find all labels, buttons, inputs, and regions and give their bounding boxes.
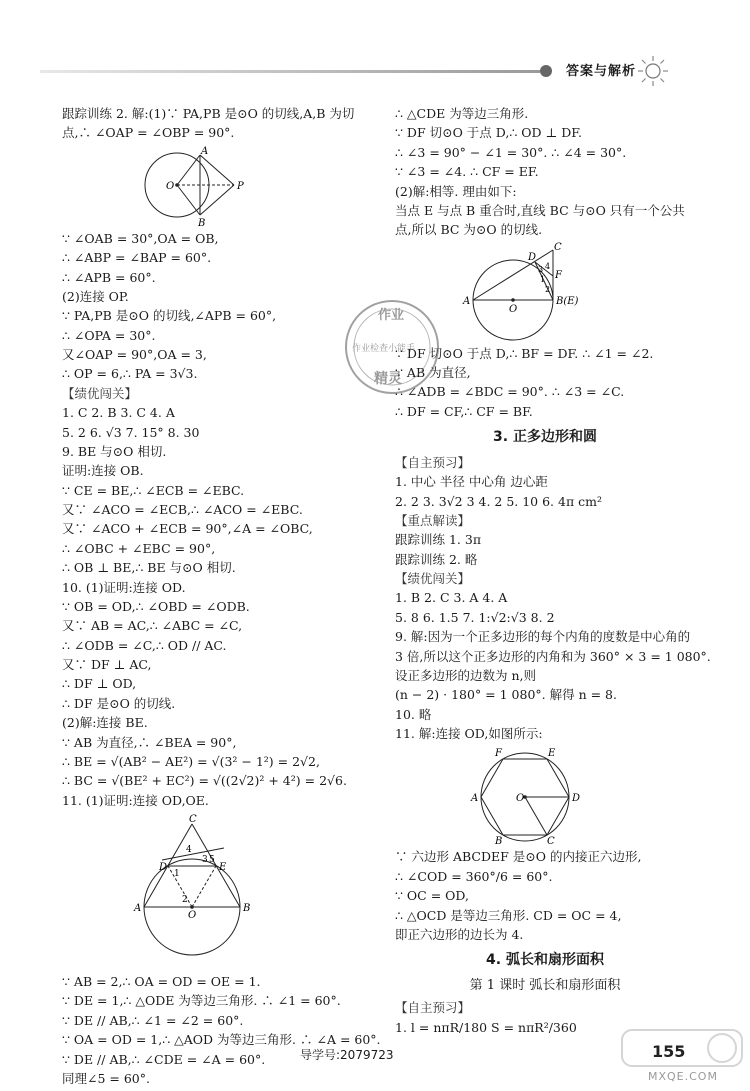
- text-line: 证明:连接 OB.: [62, 463, 144, 479]
- text-line: 又∵ AB = AC,∴ ∠ABC = ∠C,: [62, 618, 243, 634]
- section-title: 3. 正多边形和圆: [493, 429, 597, 446]
- text-line: ∴ BE = √(AB² − AE²) = √(3² − 1²) = 2√2,: [62, 753, 320, 769]
- fig-label: A: [134, 903, 142, 914]
- fig-label: B: [495, 836, 503, 846]
- text-line: 点,∴ ∠OAP = ∠OBP = 90°.: [62, 125, 235, 141]
- fig-label: O: [166, 180, 175, 192]
- text-line: ∴ ∠OBC + ∠EBC = 90°,: [62, 540, 216, 556]
- text-line: ∴ ∠ODB = ∠C,∴ OD // AC.: [62, 637, 227, 653]
- section-tag: 【绩优闯关】: [62, 385, 138, 401]
- text-line: 当点 E 与点 B 重合时,直线 BC 与⊙O 只有一个公共: [395, 202, 685, 218]
- fig-label: O: [188, 910, 197, 921]
- figure-triangle-circle: [62, 812, 382, 970]
- text-line: 11. 解:连接 OD,如图所示:: [395, 726, 543, 742]
- text-line: ∵ 六边形 ABCDEF 是⊙O 的内接正六边形,: [395, 849, 642, 865]
- fig-label: D: [159, 862, 168, 873]
- right-column: [395, 104, 711, 1037]
- text-line: ∴ BC = √(BE² + EC²) = √((2√2)² + 4²) = 2√6.: [62, 773, 347, 789]
- text-line: 即正六边形的边长为 4.: [395, 926, 524, 942]
- fig-label: 5: [209, 855, 215, 865]
- section-tag: 【自主预习】: [395, 1000, 471, 1016]
- text-line: 又∵ ∠ACO + ∠ECB = 90°,∠A = ∠OBC,: [62, 521, 313, 537]
- text-line: 又∠OAP = 90°,OA = 3,: [62, 347, 207, 362]
- text-line: ∴ ∠ADB = ∠BDC = 90°. ∴ ∠3 = ∠C.: [395, 384, 625, 400]
- fig-label: E: [219, 862, 227, 873]
- fig-label: 3: [538, 264, 544, 274]
- fig-label: 3: [202, 855, 208, 865]
- text-line: ∵ DF 切⊙O 于点 D,∴ OD ⊥ DF.: [395, 125, 582, 141]
- lesson-title: 第 1 课时 弧长和扇形面积: [469, 978, 621, 993]
- answer-line: 1. B 2. C 3. A 4. A: [395, 590, 508, 606]
- figure-tangent-lines: [62, 145, 382, 227]
- text-line: ∵ CE = BE,∴ ∠ECB = ∠EBC.: [62, 482, 245, 498]
- fig-label: O: [516, 793, 525, 805]
- answer-line: 1. l = nπR/180 S = nπR²/360: [395, 1019, 577, 1035]
- text-line: 10. 略: [395, 706, 432, 722]
- text-line: 跟踪训练 2. 解:(1)∵ PA,PB 是⊙O 的切线,A,B 为切: [62, 106, 355, 121]
- fig-label: 2: [182, 895, 188, 905]
- fig-label: E: [548, 748, 556, 760]
- answer-line: 2. 2 3. 3√2 3 4. 2 5. 10 6. 4π cm²: [395, 493, 603, 509]
- text-line: (2)解:相等. 理由如下:: [395, 183, 517, 199]
- fig-label: A: [463, 295, 471, 307]
- fig-label: O: [509, 303, 518, 315]
- text-line: (2)连接 OP.: [62, 288, 129, 304]
- answer-line: 跟踪训练 2. 略: [395, 551, 478, 567]
- fig-label: 1: [174, 869, 180, 879]
- fig-label: 2: [545, 284, 551, 294]
- sun-logo-icon: [636, 54, 670, 88]
- text-line: 同理∠5 = 60°.: [62, 1070, 150, 1086]
- section-tag: 【绩优闯关】: [395, 571, 471, 587]
- section-tag: 【自主预习】: [395, 454, 471, 470]
- left-column: [62, 104, 382, 1088]
- text-line: ∵ DF 切⊙O 于点 D,∴ BF = DF. ∴ ∠1 = ∠2.: [395, 345, 654, 361]
- section-title: 4. 弧长和扇形面积: [486, 952, 604, 969]
- text-line: ∴ ∠3 = 90° − ∠1 = 30°. ∴ ∠4 = 30°.: [395, 144, 627, 160]
- text-line: 9. BE 与⊙O 相切.: [62, 443, 167, 459]
- fig-label: C: [547, 836, 555, 846]
- text-line: ∴ DF 是⊙O 的切线.: [62, 695, 176, 711]
- figure-hexagon: [395, 745, 695, 845]
- fig-label: A: [201, 145, 209, 157]
- stamp-text: 作业: [378, 308, 405, 323]
- text-line: ∵ PA,PB 是⊙O 的切线,∠APB = 60°,: [62, 308, 277, 324]
- text-line: (2)解:连接 BE.: [62, 715, 148, 731]
- text-line: ∴ DF = CF,∴ CF = BF.: [395, 403, 533, 419]
- header-bullet: [540, 65, 552, 77]
- fig-label: F: [555, 269, 562, 281]
- stamp-text: 精灵: [374, 371, 402, 387]
- text-line: ∵ DE = 1,∴ △ODE 为等边三角形. ∴ ∠1 = 60°.: [62, 993, 341, 1009]
- fig-label: C: [554, 241, 562, 253]
- text-line: ∵ DE // AB,∴ ∠1 = ∠2 = 60°.: [62, 1012, 244, 1028]
- fig-label: A: [471, 793, 479, 805]
- text-line: ∵ OB = OD,∴ ∠OBD = ∠ODB.: [62, 598, 250, 614]
- text-line: (n − 2) · 180° = 1 080°. 解得 n = 8.: [395, 687, 617, 703]
- page-number: 155: [652, 1042, 686, 1061]
- text-line: ∴ ∠APB = 60°.: [62, 269, 156, 285]
- fig-label: 4: [545, 261, 551, 271]
- text-line: 9. 解:因为一个正多边形的每个内角的度数是中心角的: [395, 629, 691, 645]
- answer-line: 跟踪训练 1. 3π: [395, 532, 482, 548]
- text-line: ∵ ∠3 = ∠4. ∴ CF = EF.: [395, 164, 539, 180]
- fig-label: B: [243, 903, 251, 914]
- stamp-text: 作业检查小能手: [352, 344, 416, 354]
- text-line: ∴ DF ⊥ OD,: [62, 676, 137, 692]
- text-line: ∵ AB 为直径,∴ ∠BEA = 90°,: [62, 734, 237, 750]
- text-line: ∵ AB 为直径,: [395, 365, 471, 380]
- answer-line: 1. 中心 半径 中心角 边心距: [395, 474, 548, 490]
- header-title: 答案与解析: [566, 64, 637, 79]
- text-line: ∵ DE // AB,∴ ∠CDE = ∠A = 60°.: [62, 1051, 266, 1067]
- text-line: ∴ OB ⊥ BE,∴ BE 与⊙O 相切.: [62, 560, 236, 576]
- text-line: 点,所以 BC 为⊙O 的切线.: [395, 222, 543, 238]
- text-line: 10. (1)证明:连接 OD.: [62, 579, 186, 595]
- text-line: ∵ ∠OAB = 30°,OA = OB,: [62, 230, 219, 246]
- header-rule: [40, 70, 540, 73]
- fig-label: B: [198, 217, 206, 227]
- fig-label: D: [572, 793, 581, 805]
- fig-label: 4: [186, 845, 192, 855]
- fig-label: P: [237, 180, 244, 192]
- homework-stamp: [340, 285, 445, 415]
- text-line: ∴ ∠ABP = ∠BAP = 60°.: [62, 250, 212, 266]
- fig-label: C: [189, 814, 197, 825]
- text-line: ∵ AB = 2,∴ OA = OD = OE = 1.: [62, 974, 261, 989]
- fig-label: 1: [540, 274, 546, 284]
- text-line: ∴ ∠COD = 360°/6 = 60°.: [395, 868, 553, 884]
- section-tag: 【重点解读】: [395, 512, 471, 528]
- fig-label: B(E): [556, 295, 579, 307]
- answer-line: 5. 8 6. 1.5 7. 1:√2:√3 8. 2: [395, 609, 555, 625]
- guide-number: 导学号:2079723: [300, 1048, 394, 1062]
- text-line: ∴ OP = 6,∴ PA = 3√3.: [62, 366, 198, 382]
- text-line: ∵ OA = OD = 1,∴ △AOD 为等边三角形. ∴ ∠A = 60°.: [62, 1032, 381, 1048]
- text-line: 又∵ ∠ACO = ∠ECB,∴ ∠ACO = ∠EBC.: [62, 502, 303, 517]
- text-line: 又∵ DF ⊥ AC,: [62, 657, 152, 672]
- text-line: ∴ △OCD 是等边三角形. CD = OC = 4,: [395, 907, 622, 923]
- answer-line: 5. 2 6. √3 7. 15° 8. 30: [62, 424, 200, 440]
- text-line: 设正多边形的边数为 n,则: [395, 667, 536, 683]
- text-line: ∴ ∠OPA = 30°.: [62, 327, 156, 343]
- fig-label: F: [495, 748, 502, 760]
- text-line: ∴ △CDE 为等边三角形.: [395, 106, 529, 121]
- fig-label: D: [528, 251, 537, 263]
- text-line: ∵ OC = OD,: [395, 888, 469, 904]
- text-line: 3 倍,所以这个正多边形的内角和为 360° × 3 = 1 080°.: [395, 648, 711, 664]
- text-line: 11. (1)证明:连接 OD,OE.: [62, 792, 209, 808]
- answer-line: 1. C 2. B 3. C 4. A: [62, 405, 175, 421]
- watermark-text: MXQE.COM: [648, 1070, 718, 1083]
